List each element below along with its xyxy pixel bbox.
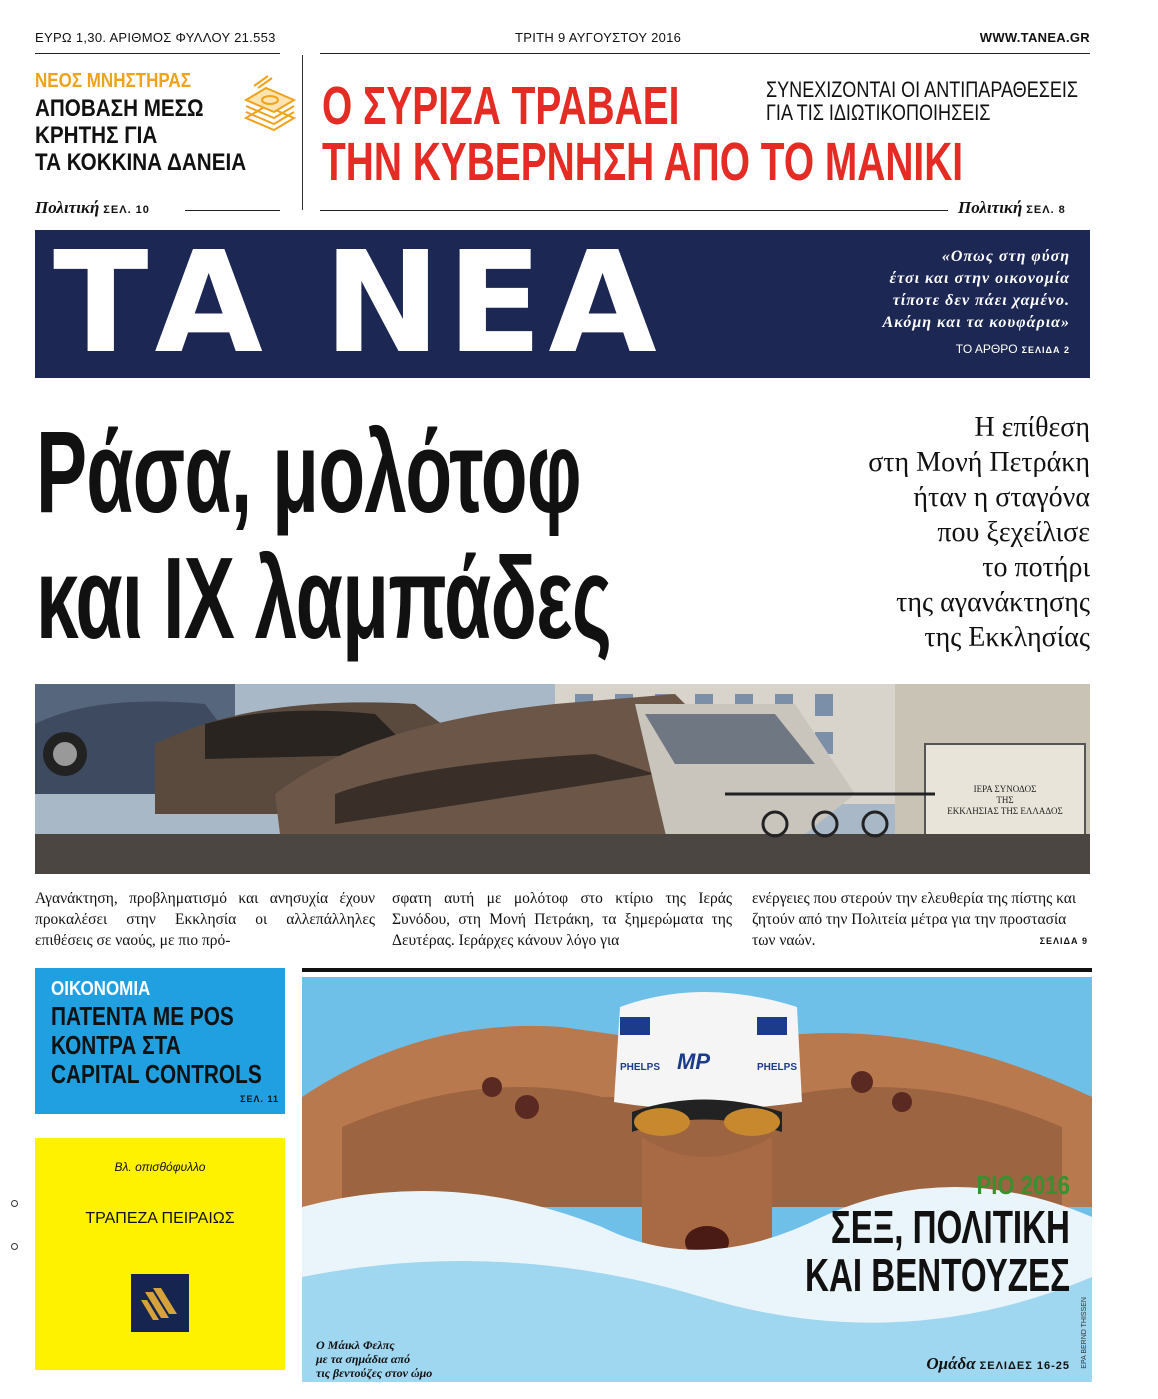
- body-column-1: Αγανάκτηση, προβληματισμό και ανησυχία έχουν προκαλέσει στην Εκκλησία οι αλλεπάλληλες επιθέσεις σε ναούς, με πιο πρό-: [35, 890, 375, 949]
- quote-line: έτσι και στην οικονομία: [889, 270, 1070, 287]
- masthead-quote: [770, 246, 1070, 334]
- teaser-left-section-ref[interactable]: [35, 198, 150, 218]
- teaser-main-subhead: [766, 78, 1078, 124]
- caption-line: με τα σημάδια από: [316, 1352, 411, 1366]
- deck-line: ήταν η σταγόνα: [913, 482, 1090, 513]
- money-stack-icon: [238, 72, 298, 134]
- economy-title-line: ΠΑΤΕΝΤΑ ΜΕ POS: [51, 1001, 234, 1031]
- synod-sign: [928, 784, 1082, 817]
- binder-hole: [11, 1243, 18, 1250]
- date-line: ΤΡΙΤΗ 9 ΑΥΓΟΥΣΤΟΥ 2016: [515, 30, 682, 45]
- sports-photo: [302, 977, 1092, 1382]
- section-rule: [320, 210, 948, 211]
- teaser-title-line: ΚΡΗΤΗΣ ΓΙΑ: [35, 122, 158, 149]
- teaser-title: [35, 95, 250, 176]
- body-column-3: ενέργειες που στερούν την ελευθερία της πίστης και ζητούν από την Πολιτεία μέτρα για την προστασία των ναών.: [752, 890, 1077, 949]
- sports-top-rule: [302, 968, 1092, 972]
- teaser-kicker: ΝΕΟΣ ΜΝΗΣΤΗΡΑΣ: [35, 70, 191, 92]
- sign-line: ΤΗΣ: [996, 795, 1014, 805]
- section-label: Πολιτική: [958, 198, 1023, 217]
- top-divider: [35, 53, 280, 54]
- subhead-line: ΓΙΑ ΤΙΣ ΙΔΙΩΤΙΚΟΠΟΙΗΣΕΙΣ: [766, 100, 991, 125]
- sports-title-line: ΚΑΙ ΒΕΝΤΟΥΖΕΣ: [805, 1249, 1070, 1301]
- quote-reference[interactable]: [956, 342, 1070, 356]
- article-label: ΤΟ ΑΡΘΡΟ: [955, 342, 1018, 356]
- teaser-title-line: ΑΠΟΒΑΣΗ ΜΕΣΩ: [35, 95, 204, 122]
- quote-line: τίποτε δεν πάει χαμένο.: [892, 292, 1070, 309]
- lead-deck: [790, 410, 1090, 655]
- quote-line: «Οπως στη φύση: [941, 248, 1070, 265]
- section-label: Πολιτική: [35, 198, 100, 217]
- teaser-divider: [302, 55, 303, 210]
- photo-caption: [316, 1338, 432, 1380]
- economy-box[interactable]: [35, 968, 285, 1114]
- bank-name: ΤΡΑΠΕΖΑ ΠΕΙΡΑΙΩΣ: [85, 1210, 235, 1227]
- subhead-line: ΣΥΝΕΧΙΖΟΝΤΑΙ ΟΙ ΑΝΤΙΠΑΡΑΘΕΣΕΙΣ: [766, 77, 1079, 102]
- cap-text-center: MP: [677, 1049, 710, 1074]
- photo-credit: EPA BERND THISSEN: [1081, 1297, 1088, 1369]
- body-column-2: σφατη αυτή με μολότοφ στο κτίριο της Ιεράς Συνόδου, στη Μονή Πετράκη, τα ξημερώματα της Δευτέρας. Ιεράρχες κάνουν λόγο για: [392, 890, 732, 949]
- deck-line: το ποτήρι: [982, 552, 1090, 583]
- sports-title[interactable]: [805, 1203, 1070, 1299]
- page-number: ΣΕΛ. 8: [1026, 204, 1066, 216]
- teaser-title-line: ΤΑ ΚΟΚΚΙΝΑ ΔΑΝΕΙΑ: [35, 149, 247, 176]
- price-issue-line: ΕΥΡΩ 1,30. ΑΡΙΘΜΟΣ ΦΥΛΛΟΥ 21.553: [35, 30, 276, 45]
- caption-line: τις βεντούζες στον ώμο: [316, 1366, 433, 1380]
- teaser-main-section-ref[interactable]: [958, 198, 1066, 218]
- page-number: ΣΕΛΙΔΑ 2: [1021, 345, 1070, 355]
- sports-title-line: ΣΕΞ, ΠΟΛΙΤΙΚΗ: [830, 1201, 1070, 1253]
- newspaper-title[interactable]: ΤΑ ΝΕΑ: [53, 222, 663, 385]
- section-rule: [185, 210, 280, 211]
- bank-ad[interactable]: [35, 1138, 285, 1370]
- lead-page-ref[interactable]: ΣΕΛΙΔΑ 9: [1039, 936, 1088, 946]
- cap-text-right: PHELPS: [757, 1062, 798, 1073]
- website-link[interactable]: WWW.TANEA.GR: [979, 30, 1090, 45]
- quote-line: Ακόμη και τα κουφάρια»: [882, 314, 1070, 331]
- lead-photo: [35, 684, 1090, 874]
- bank-ad-note: Βλ. οπισθόφυλλο: [114, 1160, 206, 1174]
- lead-headline-line-1[interactable]: Ράσα, μολότοφ: [36, 407, 581, 537]
- burnt-cars-image: [35, 684, 1090, 874]
- economy-title-line: ΚΟΝΤΡΑ ΣΤΑ: [51, 1030, 181, 1060]
- deck-line: Η επίθεση: [974, 412, 1090, 443]
- piraeus-bank-logo-icon: [131, 1274, 189, 1332]
- section-label: Ομάδα: [926, 1354, 976, 1373]
- deck-line: στη Μονή Πετράκη: [868, 447, 1090, 478]
- lead-headline-line-2[interactable]: και ΙΧ λαμπάδες: [36, 533, 612, 663]
- page-number: ΣΕΛΙΔΕΣ 16-25: [979, 1360, 1070, 1372]
- deck-line: που ξεχείλισε: [937, 517, 1090, 548]
- sign-line: ΕΚΚΛΗΣΙΑΣ ΤΗΣ ΕΛΛΑΔΟΣ: [947, 806, 1063, 816]
- teaser-main-headline-1[interactable]: Ο ΣΥΡΙΖΑ ΤΡΑΒΑΕΙ: [322, 76, 680, 136]
- sports-section-ref[interactable]: [926, 1354, 1070, 1374]
- cap-text-left: PHELPS: [620, 1062, 661, 1073]
- teaser-main-headline-2[interactable]: ΤΗΝ ΚΥΒΕΡΝΗΣΗ ΑΠΟ ΤΟ ΜΑΝΙΚΙ: [322, 132, 964, 192]
- masthead: [35, 222, 1090, 385]
- binder-hole: [11, 1200, 18, 1207]
- caption-line: Ο Μάικλ Φελπς: [316, 1338, 395, 1352]
- economy-kicker: ΟΙΚΟΝΟΜΙΑ: [51, 978, 151, 1000]
- swimmer-image: [302, 977, 1092, 1382]
- top-divider: [320, 53, 1090, 54]
- deck-line: της αγανάκτησης: [896, 587, 1090, 618]
- sign-line: ΙΕΡΑ ΣΥΝΟΔΟΣ: [973, 784, 1037, 794]
- page-number: ΣΕΛ. 10: [103, 204, 150, 216]
- economy-page-ref: ΣΕΛ. 11: [240, 1094, 279, 1104]
- sports-kicker: ΡΙΟ 2016: [976, 1170, 1070, 1200]
- economy-title-line: CAPITAL CONTROLS: [51, 1059, 262, 1089]
- economy-title: [51, 1002, 262, 1089]
- deck-line: της Εκκλησίας: [924, 622, 1090, 653]
